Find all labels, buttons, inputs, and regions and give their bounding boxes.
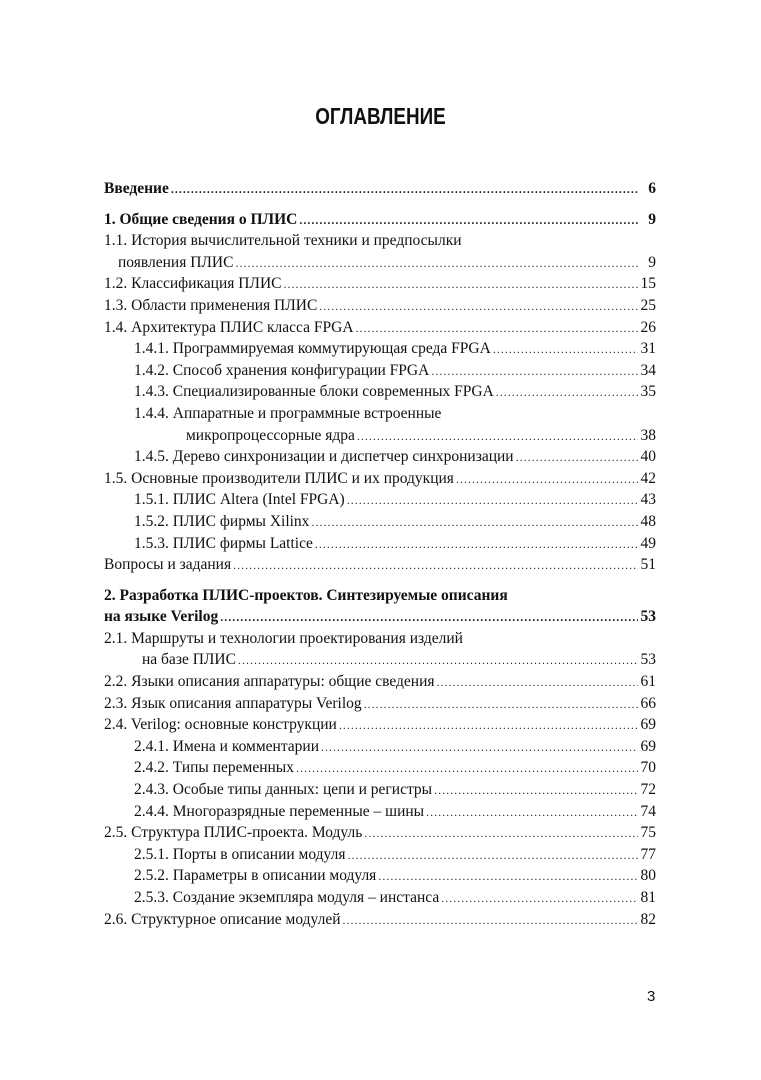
toc-entry-page: 42	[640, 469, 656, 487]
toc-entry-title: 2.5. Структура ПЛИС-проекта. Модуль	[104, 824, 363, 842]
toc-entry-title: на базе ПЛИС	[142, 651, 236, 669]
toc-entry-title: микропроцессорные ядра	[186, 426, 355, 444]
toc-entry-page: 6	[648, 180, 656, 197]
toc-entry-title: 1.3. Области применения ПЛИС	[104, 296, 318, 314]
toc-chapter-2	[104, 585, 656, 931]
dot-leader	[238, 650, 638, 672]
toc-entry-title: 1.4. Архитектура ПЛИС класса FPGA	[104, 318, 354, 336]
toc-chapter-heading[interactable]	[104, 209, 656, 231]
toc-entry[interactable]	[104, 844, 656, 866]
dot-leader	[339, 715, 638, 737]
toc-entry[interactable]	[104, 425, 656, 447]
toc-entry-title: 1.1. История вычислительной техники и предпосылки	[104, 232, 462, 250]
dot-leader	[299, 210, 638, 232]
toc-entry[interactable]	[104, 649, 656, 671]
toc-entry-page: 9	[648, 210, 656, 228]
toc-entry[interactable]	[104, 489, 656, 511]
toc-entry[interactable]	[104, 909, 656, 931]
dot-leader	[364, 823, 638, 845]
toc-entry-page: 82	[640, 910, 656, 928]
toc-entry-title: появления ПЛИС	[118, 253, 234, 271]
toc-entry[interactable]	[104, 628, 656, 650]
toc-entry-title: 2.5.1. Порты в описании модуля	[134, 845, 346, 863]
toc-entry-title: Вопросы и задания	[104, 556, 232, 574]
toc-entry-page: 77	[640, 845, 656, 863]
toc-entry[interactable]	[104, 533, 656, 555]
toc-entry-page: 69	[640, 737, 656, 755]
toc-entry-title: 1.5.3. ПЛИС фирмы Lattice	[134, 534, 313, 552]
toc-entry-title: 1.2. Классификация ПЛИС	[104, 275, 282, 293]
toc-entry[interactable]	[104, 446, 656, 468]
dot-leader	[235, 253, 638, 275]
toc-entry-title: 2. Разработка ПЛИС-проектов. Синтезируемые описания	[104, 586, 508, 604]
toc-entry-title: 1.4.4. Аппаратные и программные встроенные	[134, 404, 442, 422]
toc-entry-page: 81	[640, 889, 656, 906]
dot-leader	[434, 780, 638, 802]
toc-entry[interactable]	[104, 714, 656, 736]
toc-entry-title: 2.4.1. Имена и комментарии	[134, 737, 320, 755]
dot-leader	[321, 737, 638, 759]
toc-entry-title: 2.4.4. Многоразрядные переменные – шины	[134, 802, 425, 820]
toc-entry[interactable]	[104, 273, 656, 295]
dot-leader	[493, 339, 638, 361]
dot-leader	[516, 447, 638, 469]
toc-entry-page: 53	[640, 608, 656, 626]
toc-entry-title: 2.5.3. Создание экземпляра модуля – инстанса	[134, 889, 440, 906]
dot-leader	[343, 910, 638, 932]
toc-entry-title: 2.3. Язык описания аппаратуры Verilog	[104, 694, 362, 712]
toc-entry-title: 1. Общие сведения о ПЛИС	[104, 210, 298, 228]
toc-entry-page: 70	[640, 759, 656, 777]
table-of-contents	[104, 178, 656, 939]
toc-entry[interactable]	[104, 468, 656, 490]
toc-entry-page: 53	[640, 651, 656, 669]
dot-leader	[347, 490, 638, 512]
toc-entry-title: 1.5.2. ПЛИС фирмы Xilinx	[134, 512, 310, 530]
toc-entry[interactable]	[104, 338, 656, 360]
toc-entry-title: 1.5. Основные производители ПЛИС и их продукция	[104, 469, 454, 487]
toc-entry[interactable]	[104, 554, 656, 576]
toc-entry-page: 75	[640, 824, 656, 842]
toc-entry-title: 1.5.1. ПЛИС Altera (Intel FPGA)	[134, 491, 345, 509]
page-number: 3	[647, 988, 656, 1005]
toc-entry-title: на языке Verilog	[104, 608, 219, 626]
toc-entry-page: 51	[640, 556, 656, 574]
toc-entry-page: 74	[640, 802, 656, 820]
toc-chapter-heading[interactable]	[104, 606, 656, 628]
toc-entry[interactable]	[104, 252, 656, 274]
toc-entry-page: 49	[640, 534, 656, 552]
dot-leader	[441, 888, 638, 910]
toc-entry-title: 1.4.5. Дерево синхронизации и диспетчер синхронизации	[134, 448, 514, 466]
dot-leader	[357, 426, 638, 448]
toc-entry-title: 1.4.3. Специализированные блоки современных FPGA	[134, 383, 494, 401]
toc-entry[interactable]	[104, 865, 656, 887]
toc-entry[interactable]	[104, 230, 656, 252]
toc-entry[interactable]	[104, 360, 656, 382]
dot-leader	[220, 607, 638, 629]
toc-entry-title: 2.1. Маршруты и технологии проектирования изделий	[104, 629, 463, 647]
toc-entry-page: 35	[640, 383, 656, 401]
toc-entry-page: 69	[640, 716, 656, 734]
toc-entry-title: 2.4.2. Типы переменных	[134, 759, 294, 777]
toc-entry-title: 2.4.3. Особые типы данных: цепи и регистры	[134, 781, 433, 799]
dot-leader	[456, 469, 638, 491]
toc-entry-page: 43	[640, 491, 656, 509]
toc-entry[interactable]	[104, 779, 656, 801]
toc-entry[interactable]	[104, 403, 656, 425]
dot-leader	[496, 382, 638, 404]
toc-entry[interactable]	[104, 693, 656, 715]
toc-entry[interactable]	[104, 511, 656, 533]
toc-entry-title: 1.4.1. Программируемая коммутирующая среда FPGA	[134, 340, 491, 358]
toc-chapter-1	[104, 209, 656, 576]
toc-entry-title: 2.2. Языки описания аппаратуры: общие сведения	[104, 673, 435, 691]
toc-entry-page: 38	[640, 426, 656, 444]
toc-entry[interactable]	[104, 381, 656, 403]
dot-leader	[426, 802, 638, 824]
toc-entry-page: 40	[640, 448, 656, 466]
toc-entry[interactable]	[104, 736, 656, 758]
toc-entry-page: 72	[640, 781, 656, 799]
toc-chapter-heading[interactable]	[104, 585, 656, 607]
toc-entry-page: 26	[640, 318, 656, 336]
toc-entry-page: 61	[640, 673, 656, 691]
toc-entry-page: 31	[640, 340, 656, 358]
dot-leader	[378, 866, 638, 888]
toc-entry[interactable]	[104, 178, 656, 200]
dot-leader	[233, 555, 638, 577]
dot-leader	[319, 296, 638, 318]
toc-entry-title: 1.4.2. Способ хранения конфигурации FPGA	[134, 361, 430, 379]
toc-entry-title: 2.4. Verilog: основные конструкции	[104, 716, 337, 734]
toc-entry-title: 2.6. Структурное описание модулей	[104, 910, 341, 928]
dot-leader	[296, 758, 638, 780]
toc-entry-page: 80	[640, 867, 656, 885]
toc-entry-title: Введение	[104, 180, 169, 197]
toc-entry-page: 25	[640, 296, 656, 314]
page-title: ОГЛАВЛЕНИЕ	[315, 103, 446, 129]
dot-leader	[311, 512, 638, 534]
toc-entry[interactable]	[104, 822, 656, 844]
toc-entry[interactable]	[104, 887, 656, 909]
dot-leader	[283, 274, 638, 296]
toc-entry-page: 34	[640, 361, 656, 379]
dot-leader	[356, 318, 638, 340]
dot-leader	[437, 672, 638, 694]
dot-leader	[315, 534, 638, 556]
toc-entry-page: 15	[640, 275, 656, 293]
dot-leader	[171, 179, 638, 201]
toc-entry[interactable]	[104, 317, 656, 339]
toc-entry[interactable]	[104, 295, 656, 317]
toc-entry-title: 2.5.2. Параметры в описании модуля	[134, 867, 377, 885]
toc-entry[interactable]	[104, 801, 656, 823]
toc-entry-page: 66	[640, 694, 656, 712]
toc-entry-page: 9	[648, 253, 656, 271]
toc-entry[interactable]	[104, 671, 656, 693]
dot-leader	[347, 845, 638, 867]
dot-leader	[364, 694, 638, 716]
dot-leader	[431, 361, 638, 383]
toc-entry[interactable]	[104, 757, 656, 779]
toc-entry-page: 48	[640, 512, 656, 530]
toc-intro-group	[104, 178, 656, 200]
